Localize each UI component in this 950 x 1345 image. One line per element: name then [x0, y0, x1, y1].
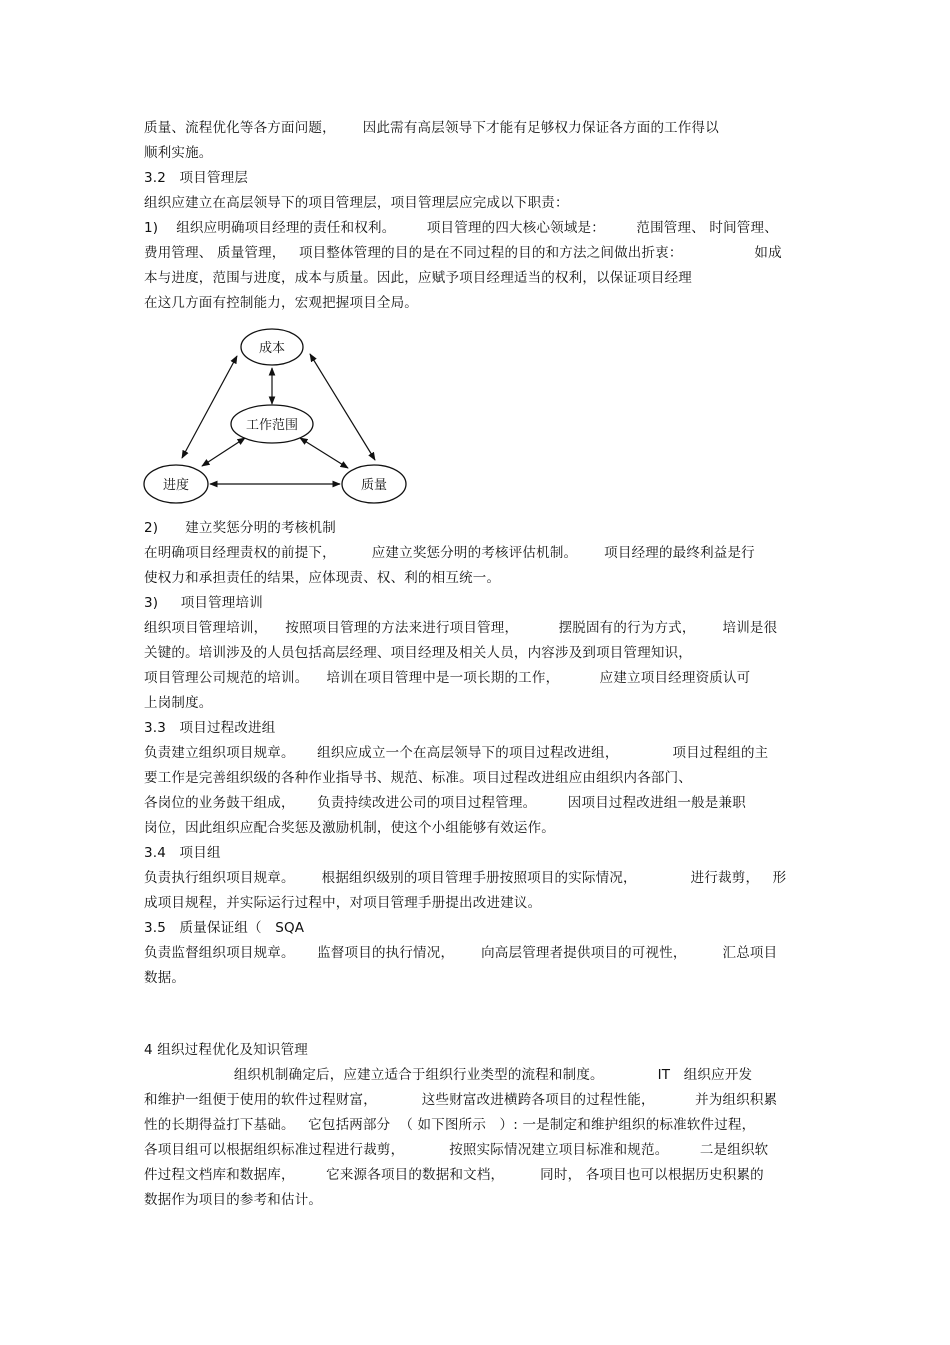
paragraph-line: 岗位，因此组织应配合奖惩及激励机制，使这个小组能够有效运作。 [144, 820, 555, 836]
paragraph-line: 各岗位的业务鼓干组成， 负责持续改进公司的项目过程管理。 因项目过程改进组一般是兼职 [144, 795, 746, 811]
paragraph-line: 件过程文档库和数据库， 它来源各项目的数据和文档， 同时， 各项目也可以根据历史积累的 [144, 1167, 764, 1183]
paragraph-line: 费用管理、 质量管理， 项目整体管理的目的是在不同过程的目的和方法之间做出折衷： 如成 [144, 245, 782, 261]
paragraph-line: 上岗制度。 [144, 695, 213, 711]
node-quality [342, 465, 406, 503]
section-heading-4: 4 组织过程优化及知识管理 [144, 1042, 308, 1058]
node-schedule-label: 进度 [162, 478, 190, 493]
section-heading-3-3: 3.3 项目过程改进组 [144, 720, 276, 736]
node-quality-label: 质量 [360, 478, 388, 493]
arrow-scope-quality [300, 438, 348, 468]
node-cost-label: 成本 [258, 341, 286, 356]
paragraph-line: 负责建立组织项目规章。 组织应成立一个在高层领导下的项目过程改进组， 项目过程组的主 [144, 745, 769, 761]
paragraph-line: 项目管理公司规范的培训。 培训在项目管理中是一项长期的工作， 应建立项目经理资质认可 [144, 670, 751, 686]
paragraph-line: 在明确项目经理责权的前提下， 应建立奖惩分明的考核评估机制。 项目经理的最终利益是行 [144, 545, 755, 561]
paragraph-line: 负责执行组织项目规章。 根据组织级别的项目管理手册按照项目的实际情况， 进行裁剪， 形 [144, 870, 787, 886]
section-heading-3-5: 3.5 质量保证组（ SQA [144, 920, 305, 936]
section-heading-3-4: 3.4 项目组 [144, 845, 221, 861]
section-heading-3-2: 3.2 项目管理层 [144, 170, 249, 186]
paragraph-line: 关键的。培训涉及的人员包括高层经理、项目经理及相关人员，内容涉及到项目管理知识， [144, 645, 692, 661]
paragraph-line: 本与进度，范围与进度，成本与质量。因此，应赋予项目经理适当的权利，以保证项目经理 [144, 270, 692, 286]
paragraph-line: 组织项目管理培训， 按照项目管理的方法来进行项目管理， 摆脱固有的行为方式， 培训是很 [144, 620, 778, 636]
paragraph-line: 数据作为项目的参考和估计。 [144, 1192, 323, 1208]
list-item-line: 2) 建立奖惩分明的考核机制 [144, 520, 336, 536]
arrow-cost-schedule [182, 356, 237, 458]
paragraph-line: 负责监督组织项目规章。 监督项目的执行情况， 向高层管理者提供项目的可视性， 汇总项目 [144, 945, 778, 961]
paragraph-line: 和维护一组便于使用的软件过程财富， 这些财富改进横跨各项目的过程性能， 并为组织积累 [144, 1092, 778, 1108]
node-scope [231, 405, 313, 443]
list-item-line: 1) 组织应明确项目经理的责任和权利。 项目管理的四大核心领域是： 范围管理、 时间管理、 [144, 220, 778, 236]
arrow-cost-quality [310, 354, 375, 460]
paragraph-line: 要工作是完善组织级的各种作业指导书、规范、标准。项目过程改进组应由组织内各部门、 [144, 770, 692, 786]
node-cost [241, 329, 303, 365]
paragraph-line: 使权力和承担责任的结果，应体现责、权、利的相互统一。 [144, 570, 501, 586]
paragraph-line: 各项目组可以根据组织标准过程进行裁剪， 按照实际情况建立项目标准和规范。 二是组织软 [144, 1142, 769, 1158]
paragraph-line: 性的长期得益打下基础。 它包括两部分 （ 如下图所示 ）: 一是制定和维护组织的标准软件过程， [144, 1117, 756, 1133]
paragraph-line: 组织应建立在高层领导下的项目管理层，项目管理层应完成以下职责： [144, 195, 569, 211]
paragraph-line: 组织机制确定后，应建立适合于组织行业类型的流程和制度。 IT 组织应开发 [144, 1067, 753, 1083]
arrow-scope-schedule [202, 438, 245, 466]
list-item-line: 3) 项目管理培训 [144, 595, 263, 611]
paragraph-line: 成项目规程，并实际运行过程中，对项目管理手册提出改进建议。 [144, 895, 542, 911]
node-schedule [144, 465, 208, 503]
paragraph-line: 数据。 [144, 970, 186, 986]
paragraph-line: 顺利实施。 [144, 145, 213, 161]
paragraph-line: 在这几方面有控制能力，宏观把握项目全局。 [144, 295, 418, 311]
paragraph-line: 质量、流程优化等各方面问题， 因此需有高层领导下才能有足够权力保证各方面的工作得以 [144, 120, 719, 136]
node-scope-label: 工作范围 [245, 418, 299, 433]
project-triangle-diagram [140, 326, 420, 508]
